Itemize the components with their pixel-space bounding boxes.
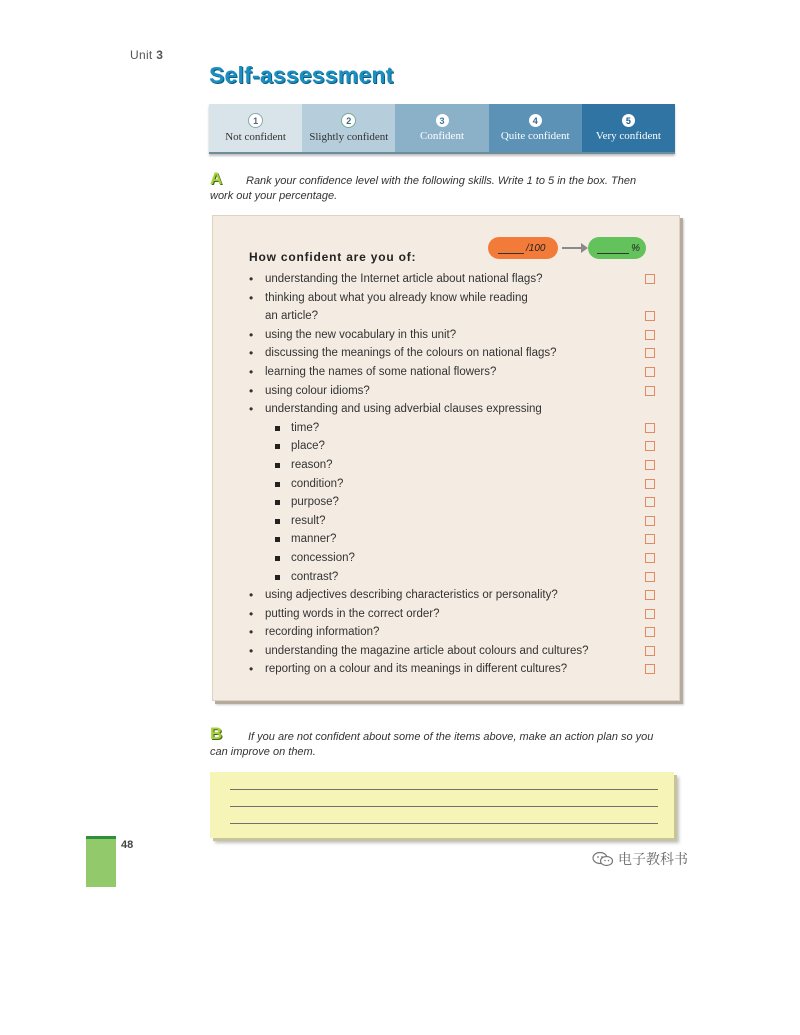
skill-text: condition? — [291, 477, 344, 490]
skill-text: place? — [291, 440, 325, 453]
skill-text: using adjectives describing characteristics or personality? — [265, 589, 558, 602]
unit-number: 3 — [156, 48, 164, 62]
scale-label: Quite confident — [500, 130, 570, 142]
skill-item — [245, 644, 635, 659]
rating-box[interactable] — [645, 516, 655, 526]
action-plan-box[interactable] — [210, 772, 674, 838]
bullet-icon: • — [249, 364, 254, 379]
write-line[interactable] — [230, 806, 658, 807]
scale-number: 3 — [436, 114, 449, 127]
skill-item — [245, 384, 635, 399]
watermark-text: 电子教科书 — [618, 851, 688, 867]
square-bullet-icon — [275, 519, 280, 524]
page-tab — [86, 836, 116, 887]
rating-box[interactable] — [645, 330, 655, 340]
rating-box[interactable] — [645, 609, 655, 619]
score-percent-field[interactable] — [588, 237, 646, 259]
section-a-instruction-line2: work out your percentage. — [210, 190, 338, 202]
scale-level-3 — [395, 104, 488, 152]
page-title: Self-assessment — [209, 62, 394, 88]
scale-level-2 — [302, 104, 395, 152]
bullet-icon: • — [249, 643, 254, 658]
skill-text: purpose? — [291, 496, 339, 509]
rating-box[interactable] — [645, 274, 655, 284]
section-a-letter: A — [210, 169, 223, 188]
square-bullet-icon — [275, 463, 280, 468]
skill-item — [245, 532, 635, 547]
skill-item — [245, 477, 635, 492]
skill-text: an article? — [265, 310, 319, 323]
skill-text: time? — [291, 421, 320, 434]
square-bullet-icon — [275, 537, 280, 542]
skill-text: concession? — [291, 551, 355, 564]
self-assessment-panel — [212, 215, 680, 701]
skill-text: thinking about what you already know while reading — [265, 291, 528, 304]
skill-item — [245, 607, 635, 622]
rating-box[interactable] — [645, 664, 655, 674]
skill-item — [245, 551, 635, 566]
skill-text: putting words in the correct order? — [265, 607, 440, 620]
skill-item — [245, 439, 635, 454]
bullet-icon: • — [249, 272, 254, 286]
score-total-field[interactable] — [488, 237, 558, 259]
rating-box[interactable] — [645, 590, 655, 600]
skill-item — [245, 625, 635, 640]
square-bullet-icon — [275, 500, 280, 505]
rating-box[interactable] — [645, 386, 655, 396]
write-line[interactable] — [230, 789, 658, 790]
square-bullet-icon — [275, 444, 280, 449]
skill-item — [245, 402, 635, 417]
scale-level-1 — [209, 104, 302, 152]
skill-item — [245, 346, 635, 361]
watermark — [592, 849, 688, 869]
skill-text: result? — [291, 514, 326, 527]
scale-level-4 — [489, 104, 582, 152]
rating-box[interactable] — [645, 460, 655, 470]
skill-text: learning the names of some national flowers? — [265, 365, 497, 378]
scale-number: 1 — [248, 113, 263, 128]
score-percent-label: % — [631, 242, 640, 254]
skill-text: contrast? — [291, 570, 339, 583]
write-line[interactable] — [230, 823, 658, 824]
skill-item — [245, 421, 635, 436]
percent-blank — [597, 243, 629, 254]
skill-item — [245, 309, 635, 324]
bullet-icon: • — [249, 402, 254, 417]
skill-text: reporting on a colour and its meanings in different cultures? — [265, 663, 568, 676]
rating-box[interactable] — [645, 497, 655, 507]
square-bullet-icon — [275, 575, 280, 580]
bullet-icon: • — [249, 588, 254, 603]
rating-box[interactable] — [645, 553, 655, 563]
panel-heading: How confident are you of: — [249, 250, 417, 264]
skill-item — [245, 328, 635, 343]
arrow-icon — [562, 247, 582, 249]
rating-box[interactable] — [645, 534, 655, 544]
section-b-instruction-line1: If you are not confident about some of the items above, make an action plan so you — [248, 731, 654, 743]
rating-box[interactable] — [645, 348, 655, 358]
bullet-icon: • — [249, 327, 254, 342]
rating-box[interactable] — [645, 441, 655, 451]
page-number: 48 — [121, 839, 134, 851]
skill-item — [245, 365, 635, 380]
bullet-icon: • — [249, 290, 254, 305]
scale-number: 4 — [529, 114, 542, 127]
skill-item — [245, 272, 635, 287]
rating-box[interactable] — [645, 367, 655, 377]
bullet-icon: • — [249, 662, 254, 677]
skill-text: understanding and using adverbial clauses expressing — [265, 403, 542, 416]
skill-text: using colour idioms? — [265, 384, 370, 397]
skill-item — [245, 514, 635, 529]
score-total-label: /100 — [526, 242, 546, 254]
scale-level-5 — [582, 104, 675, 152]
square-bullet-icon — [275, 426, 280, 431]
bullet-icon: • — [249, 606, 254, 621]
confidence-scale — [209, 104, 675, 154]
scale-number: 5 — [622, 114, 635, 127]
section-a-instruction-line1: Rank your confidence level with the following skills. Write 1 to 5 in the box. Then — [246, 175, 637, 187]
skill-text: using the new vocabulary in this unit? — [265, 328, 457, 341]
skill-item — [245, 588, 635, 603]
unit-label — [130, 48, 163, 62]
skill-text: manner? — [291, 533, 337, 546]
rating-box[interactable] — [645, 627, 655, 637]
skill-item — [245, 495, 635, 510]
rating-box[interactable] — [645, 423, 655, 433]
section-b-instruction-line2: can improve on them. — [210, 746, 316, 758]
skill-text: reason? — [291, 458, 333, 471]
scale-label: Confident — [420, 130, 464, 142]
scale-label: Not confident — [225, 131, 286, 143]
skill-text: understanding the magazine article about colours and cultures? — [265, 644, 589, 657]
score-blank — [498, 243, 524, 254]
wechat-icon — [592, 851, 614, 867]
skill-text: discussing the meanings of the colours on national flags? — [265, 347, 557, 360]
skill-item — [245, 291, 635, 306]
unit-word: Unit — [130, 48, 153, 62]
bullet-icon: • — [249, 625, 254, 640]
skill-item — [245, 662, 635, 677]
rating-box[interactable] — [645, 311, 655, 321]
skill-list — [245, 272, 635, 681]
scale-label: Very confident — [595, 130, 661, 142]
skill-item — [245, 458, 635, 473]
skill-text: recording information? — [265, 626, 380, 639]
bullet-icon: • — [249, 383, 254, 398]
skill-text: understanding the Internet article about national flags? — [265, 273, 543, 285]
rating-box[interactable] — [645, 479, 655, 489]
square-bullet-icon — [275, 556, 280, 561]
rating-box[interactable] — [645, 572, 655, 582]
scale-number: 2 — [341, 113, 356, 128]
section-b-letter: B — [210, 724, 223, 743]
bullet-icon: • — [249, 346, 254, 361]
rating-box[interactable] — [645, 646, 655, 656]
skill-item — [245, 570, 635, 585]
scale-label: Slightly confident — [309, 131, 389, 143]
square-bullet-icon — [275, 482, 280, 487]
